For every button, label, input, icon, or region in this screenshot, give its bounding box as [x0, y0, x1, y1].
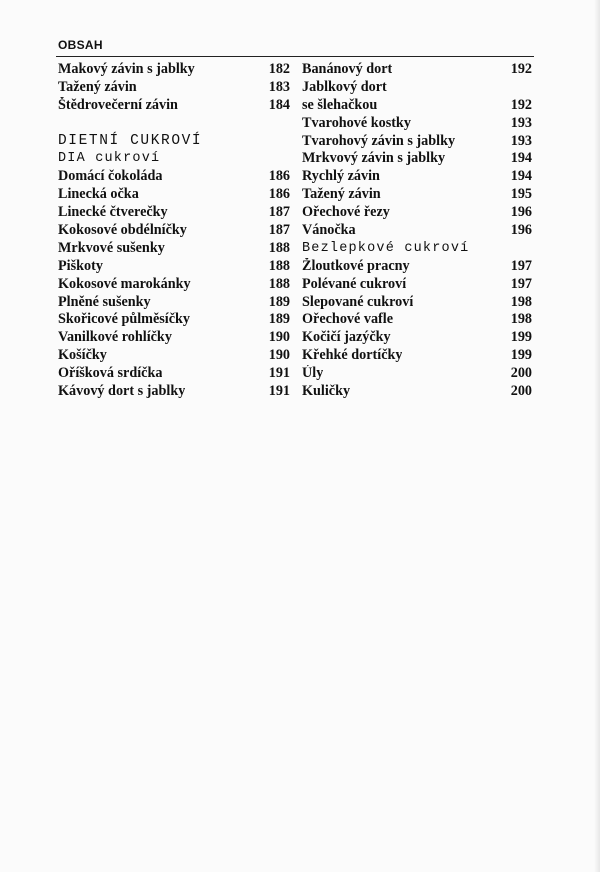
toc-entry: [58, 294, 290, 312]
toc-entry-title: Skořicové půlměsíčky: [58, 311, 191, 328]
toc-entry-page-number: 190: [268, 329, 290, 346]
toc-entry: [58, 383, 290, 401]
toc-entry-title: Tvarohový závin s jablky: [302, 132, 456, 149]
toc-entry: [58, 347, 290, 365]
toc-entry-page-number: 186: [268, 168, 290, 185]
toc-entry-page-number: 188: [268, 275, 290, 292]
toc-entry: [58, 204, 290, 222]
toc-entry-page-number: 200: [510, 365, 532, 382]
toc-entry: [58, 222, 290, 240]
toc-entry-title: Jablkový dort: [302, 78, 387, 95]
toc-entry-title: Oříšková srdíčka: [58, 365, 163, 382]
toc-entry: [58, 240, 290, 258]
toc-entry-title: Makový závin s jablky: [58, 61, 195, 77]
toc-entry: [302, 61, 532, 79]
toc-entry: [302, 133, 532, 151]
toc-entry-page-number: 198: [510, 311, 532, 328]
toc-entry: [58, 311, 290, 329]
toc-entry-page-number: 192: [510, 96, 532, 113]
toc-entry-page-number: 195: [510, 186, 532, 203]
toc-entry: [302, 329, 532, 347]
toc-entry-page-number: 187: [268, 204, 290, 221]
toc-entry-page-number: 193: [510, 114, 532, 131]
toc-entry: [302, 222, 532, 240]
toc-entry: [58, 168, 290, 186]
toc-entry-page-number: 183: [268, 78, 290, 95]
toc-entry: [58, 276, 290, 294]
subsection-heading-dia-cukrovi: DIA cukroví: [58, 151, 161, 167]
toc-entry-title: Vánočka: [302, 222, 356, 239]
toc-entry-title: Domácí čokoláda: [58, 168, 163, 185]
toc-entry: [302, 97, 532, 115]
page-header: OBSAH: [58, 38, 103, 52]
toc-entry-page-number: 197: [510, 275, 532, 292]
toc-entry-page-number: 191: [268, 383, 290, 400]
toc-entry: [58, 258, 290, 276]
toc-entry: [302, 186, 532, 204]
toc-entry: [58, 186, 290, 204]
toc-entry-title: se šlehačkou: [302, 96, 378, 113]
toc-entry-page-number: 188: [268, 257, 290, 274]
toc-entry-title: Žloutkové pracny: [302, 257, 410, 274]
right-entries: [302, 258, 532, 401]
toc-entry-page-number: 194: [510, 168, 532, 185]
toc-entry-title: Úly: [302, 365, 324, 382]
toc-entry-page-number: 189: [268, 293, 290, 310]
toc-entry-title: Slepované cukroví: [302, 293, 414, 310]
toc-entry-page-number: 196: [510, 204, 532, 221]
spacer: [58, 115, 290, 133]
toc-entry-title: Linecké čtverečky: [58, 204, 168, 221]
toc-entry: [58, 79, 290, 97]
toc-entry-page-number: 188: [268, 239, 290, 256]
toc-entry-title: Mrkvové sušenky: [58, 239, 165, 256]
toc-entry-page-number: 193: [510, 132, 532, 149]
toc-entry: [302, 383, 532, 401]
toc-entry: [302, 276, 532, 294]
toc-entry: [302, 79, 532, 97]
toc-entry: [302, 150, 532, 168]
toc-entry-title: Tažený závin: [58, 78, 137, 95]
toc-entry: [58, 61, 290, 79]
left-entries: [58, 168, 290, 401]
toc-entry-title: Rychlý závin: [302, 168, 380, 185]
toc-entry: [302, 294, 532, 312]
toc-entry: [302, 347, 532, 365]
toc-entry-title: Ořechové řezy: [302, 204, 390, 221]
toc-entry-page-number: 186: [268, 186, 290, 203]
toc-entry-title: Banánový dort: [302, 61, 393, 77]
toc-entry-page-number: 190: [268, 347, 290, 364]
section-heading-bezlepkove-cukrovi: Bezlepkové cukroví: [302, 240, 470, 256]
toc-entry: [302, 365, 532, 383]
toc-entry-page-number: 191: [268, 365, 290, 382]
toc-column-right: [302, 61, 532, 401]
toc-entry-title: Košíčky: [58, 347, 107, 364]
toc-entry-title: Křehké dortíčky: [302, 347, 403, 364]
toc-entry: [302, 311, 532, 329]
toc-entry-title: Tvarohové kostky: [302, 114, 411, 131]
toc-entry-title: Štědrovečerní závin: [58, 96, 178, 113]
toc-entry-page-number: 197: [510, 257, 532, 274]
toc-entry: [302, 168, 532, 186]
toc-entry-page-number: 199: [510, 329, 532, 346]
toc-entry-title: Mrkvový závin s jablky: [302, 150, 446, 167]
right-top-entries: [302, 61, 532, 240]
toc-entry: [58, 329, 290, 347]
toc-entry-title: Kokosové marokánky: [58, 275, 191, 292]
toc-entry-title: Linecká očka: [58, 186, 139, 203]
toc-entry-page-number: [528, 79, 532, 97]
toc-entry-page-number: 194: [510, 150, 532, 167]
toc-entry-page-number: 196: [510, 222, 532, 239]
toc-column-left: [58, 61, 290, 401]
toc-entry-title: Tažený závin: [302, 186, 381, 203]
toc-entry: [58, 97, 290, 115]
toc-entry: [302, 115, 532, 133]
toc-entry-page-number: 198: [510, 293, 532, 310]
toc-entry-page-number: 184: [268, 96, 290, 113]
section-heading-dietni-cukrovi: DIETNÍ CUKROVÍ: [58, 132, 203, 149]
toc-entry-page-number: 182: [268, 61, 290, 77]
toc-entry-page-number: 187: [268, 222, 290, 239]
toc-entry-title: Plněné sušenky: [58, 293, 151, 310]
toc-entry-title: Kuličky: [302, 383, 351, 400]
toc-entry-page-number: 189: [268, 311, 290, 328]
toc-entry: [58, 365, 290, 383]
toc-entry-page-number: 200: [510, 383, 532, 400]
toc-entry-title: Kávový dort s jablky: [58, 383, 186, 400]
toc-entry: [302, 258, 532, 276]
header-rule: [56, 56, 534, 57]
toc-entry-title: Kokosové obdélníčky: [58, 222, 187, 239]
toc-entry: [302, 204, 532, 222]
toc-entry-page-number: 192: [510, 61, 532, 77]
toc-entry-title: Vanilkové rohlíčky: [58, 329, 172, 346]
toc-entry-title: Polévané cukroví: [302, 275, 407, 292]
toc-entry-title: Piškoty: [58, 257, 103, 274]
left-top-entries: [58, 61, 290, 115]
toc-entry-title: Kočičí jazýčky: [302, 329, 391, 346]
toc-entry-title: Ořechové vafle: [302, 311, 393, 328]
toc-entry-page-number: 199: [510, 347, 532, 364]
page-edge-shadow: [594, 0, 600, 872]
